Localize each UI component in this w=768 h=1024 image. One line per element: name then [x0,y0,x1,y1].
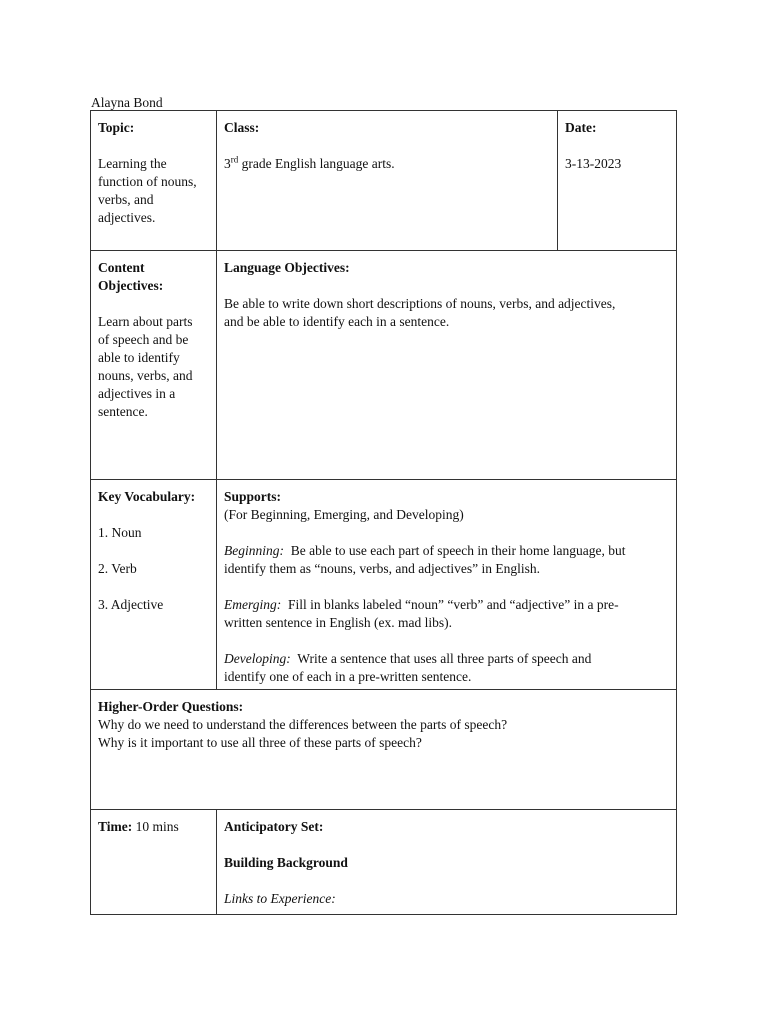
content-objectives-label: Objectives: [98,278,164,293]
class-description: grade English language arts. [238,156,395,171]
date-cell [557,111,676,250]
support-emerging [224,596,670,614]
language-objectives-line: and be able to identify each in a sentence. [224,314,450,329]
developing-label: Developing: [224,651,291,666]
date-value: 3-13-2023 [565,156,622,171]
content-objectives-label: Content [98,260,145,275]
time-value: 10 mins [132,819,179,834]
topic-cell [91,111,216,250]
higher-order-question: Why is it important to use all three of these parts of speech? [98,735,422,750]
content-objectives-line: sentence. [98,404,148,419]
higher-order-label: Higher-Order Questions: [98,699,244,714]
language-objectives-label: Language Objectives: [224,260,350,275]
time-label: Time: [98,819,133,834]
higher-order-question: Why do we need to understand the differences between the parts of speech? [98,717,508,732]
time-cell [91,810,216,914]
grade-number: 3 [224,156,231,171]
beginning-label: Beginning: [224,543,284,558]
beginning-text: identify them as “nouns, verbs, and adjectives” in English. [224,561,541,576]
key-vocabulary-label: Key Vocabulary: [98,489,196,504]
language-objectives-line: Be able to write down short descriptions of nouns, verbs, and adjectives, [224,296,616,311]
support-developing [224,650,670,668]
row-vocabulary-supports [90,480,677,690]
topic-line: Learning the [98,156,167,171]
links-to-experience-label: Links to Experience: [224,891,336,906]
row-time-anticipatory [90,810,677,915]
supports-label: Supports: [224,489,282,504]
building-background-label: Building Background [224,855,348,870]
content-objectives-line: Learn about parts [98,314,193,329]
support-beginning [224,542,670,560]
anticipatory-cell [216,810,676,914]
content-objectives-cell [91,251,216,479]
topic-line: verbs, and [98,192,154,207]
vocabulary-item: 1. Noun [98,525,142,540]
class-label: Class: [224,120,260,135]
key-vocabulary-cell [91,480,216,689]
author-name: Alayna Bond [91,95,163,110]
supports-cell [216,480,676,689]
content-objectives-line: able to identify [98,350,180,365]
vocabulary-item: 3. Adjective [98,597,164,612]
supports-subtitle: (For Beginning, Emerging, and Developing) [224,507,464,522]
topic-line: adjectives. [98,210,156,225]
row-topic-class-date [90,110,677,251]
emerging-text: Fill in blanks labeled “noun” “verb” and “adjective” in a pre- [288,597,619,612]
class-text [224,155,551,173]
language-objectives-cell [216,251,676,479]
anticipatory-label: Anticipatory Set: [224,819,324,834]
vocabulary-item: 2. Verb [98,561,137,576]
grade-ordinal: rd [230,154,239,165]
emerging-text: written sentence in English (ex. mad libs). [224,615,452,630]
date-label: Date: [565,120,597,135]
row-objectives [90,251,677,480]
row-higher-order [90,690,677,810]
developing-text: identify one of each in a pre-written sentence. [224,669,472,684]
emerging-label: Emerging: [224,597,282,612]
content-objectives-line: nouns, verbs, and [98,368,193,383]
class-cell [216,111,557,250]
topic-line: function of nouns, [98,174,197,189]
topic-label: Topic: [98,120,135,135]
time-text [98,818,210,836]
beginning-text: Be able to use each part of speech in their home language, but [290,543,626,558]
content-objectives-line: adjectives in a [98,386,176,401]
higher-order-cell [91,690,676,809]
developing-text: Write a sentence that uses all three parts of speech and [297,651,592,666]
content-objectives-line: of speech and be [98,332,189,347]
